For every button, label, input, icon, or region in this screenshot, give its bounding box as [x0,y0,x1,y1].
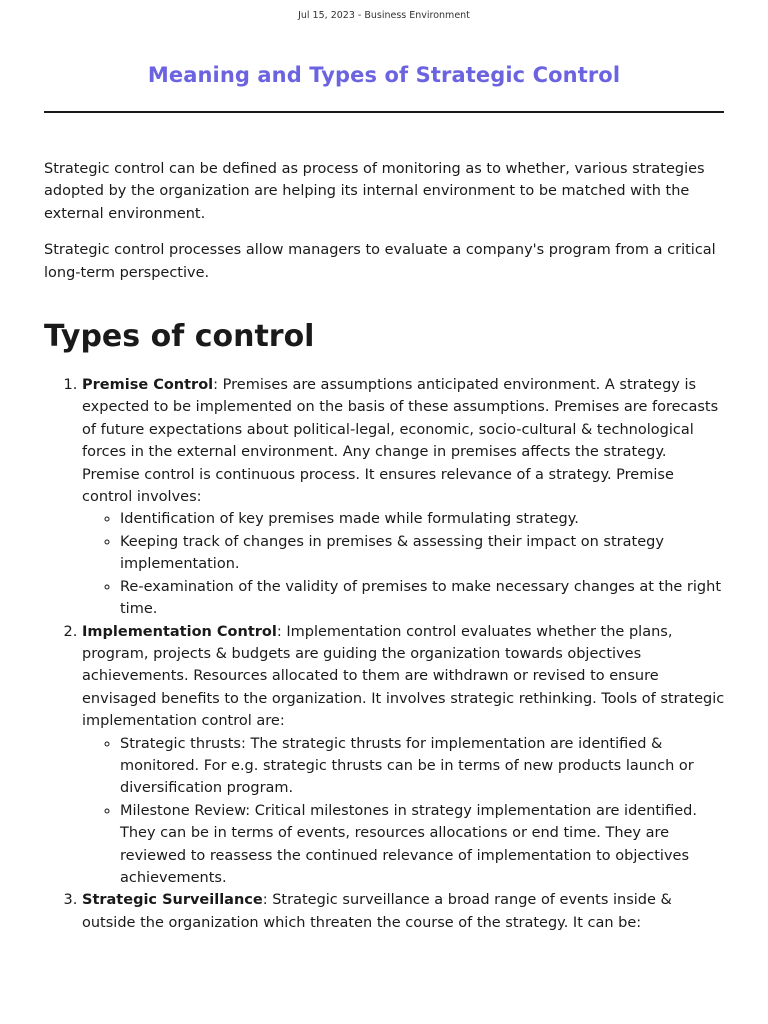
intro-paragraph: Strategic control can be defined as process of monitoring as to whether, various strategies adopted by the organization are helping its internal environment to be matched with the external environment. [44,161,705,222]
item-description: : Strategic surveillance a broad range of events inside & outside the organization which threaten the course of the strategy. It can be: [82,892,672,931]
term-implementation-control: Implementation Control [82,623,277,640]
sublist-item: ◦ Re-examination of the validity of premises to make necessary changes at the right time. [120,576,728,621]
list-item-strategic-surveillance [82,889,728,934]
sublist-item: ◦ Strategic thrusts: The strategic thrusts for implementation are identified & monitored. For e.g. strategic thrusts can be in terms of new products launch or diversification program. [120,733,728,800]
item-description: : Premises are assumptions anticipated environment. A strategy is expected to be implemented on the basis of these assumptions. Premises are forecasts of future expectations about political-legal, economic, socio-cultural & technological forces in the external environment. Any change in premises affects the strategy. Premise control is continuous process. It ensures relevance of a strategy. Premise control involves: [82,377,719,506]
page-title: Meaning and Types of Strategic Control [147,63,621,87]
date-category-line: Jul 15, 2023 - Business Environment [298,10,470,21]
term-premise-control: Premise Control [82,377,214,394]
types-of-control-list [44,374,728,934]
section-heading: Types of control [44,319,315,355]
intro-paragraph: Strategic control processes allow managers to evaluate a company's program from a critical long-term perspective. [44,242,716,281]
article-body [44,158,728,934]
sublist-item: ◦ Keeping track of changes in premises & assessing their impact on strategy implementation. [120,531,728,576]
sublist-item: ◦ Milestone Review: Critical milestones in strategy implementation are identified. They can be in terms of events, resources allocations or end time. They are reviewed to reassess the continued relevance of implementation to objectives achievements. [120,800,728,890]
implementation-control-sublist [82,733,728,890]
term-strategic-surveillance: Strategic Surveillance [82,892,263,909]
item-description: : Implementation control evaluates whether the plans, program, projects & budgets are guiding the organization towards objectives achievements. Resources allocated to them are withdrawn or revised to ensure envisaged benefits to the organization. It involves strategic rethinking. Tools of strategic implementation control are: [82,623,725,730]
title-divider [44,111,724,113]
list-item-implementation-control [82,621,728,890]
sublist-item: ◦ Identification of key premises made while formulating strategy. [120,508,728,530]
list-item-premise-control [82,374,728,620]
premise-control-sublist [82,508,728,620]
